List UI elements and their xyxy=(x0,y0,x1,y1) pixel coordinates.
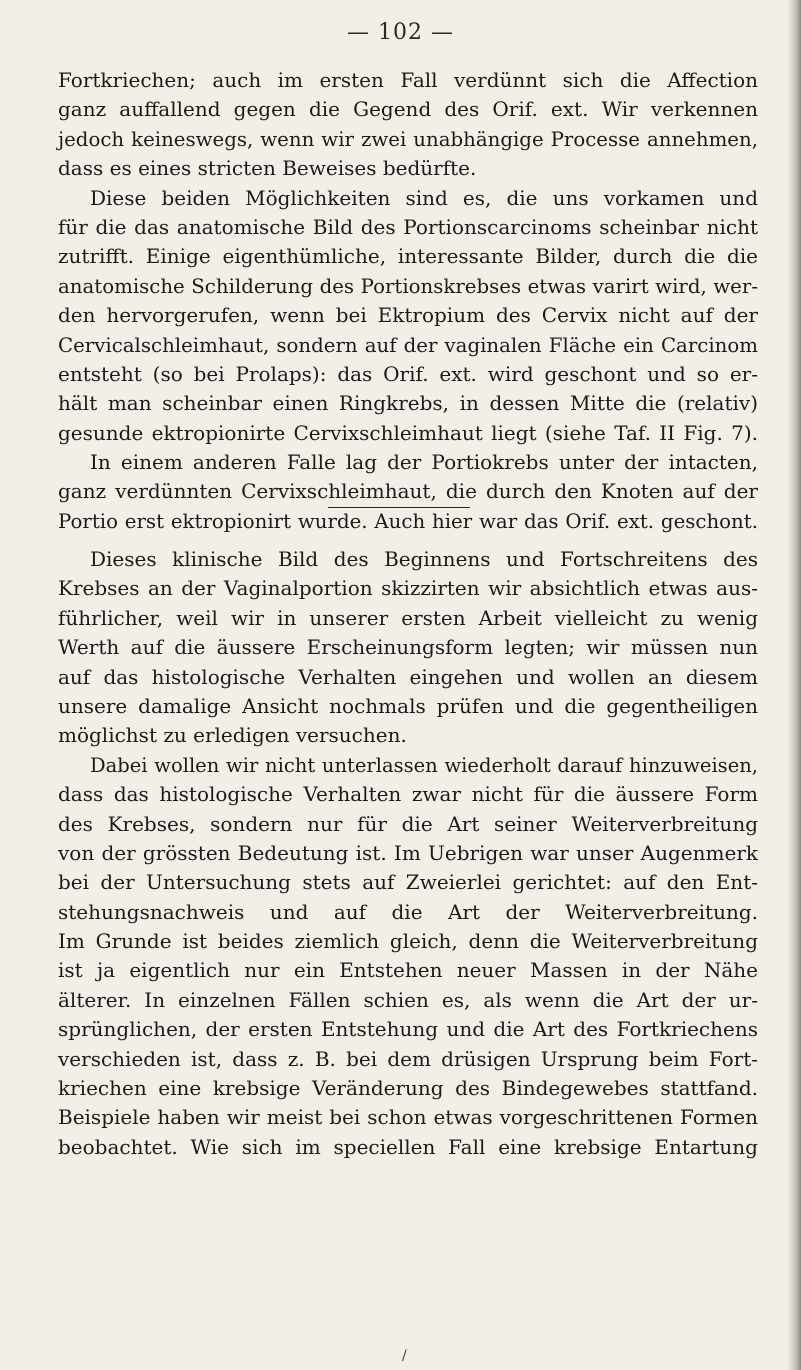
text-line: anatomische Schilderung des Portionskrebses etwas varirt wird, wer- xyxy=(58,274,758,298)
text-line: Fortkriechen; auch im ersten Fall verdünnt sich die Affection xyxy=(58,68,758,92)
text-line: dass das histologische Verhalten zwar nicht für die äussere Form xyxy=(58,782,758,807)
text-line: ganz auffallend gegen die Gegend des Orif. ext. Wir verkennen xyxy=(58,97,758,122)
text-line: führlicher, weil wir in unserer ersten Arbeit vielleicht zu wenig xyxy=(58,605,758,630)
text-line: entsteht (so bei Prolaps): das Orif. ext. wird geschont und so er- xyxy=(58,361,758,386)
text-line: Werth auf die äussere Erscheinungsform legten; wir müssen nun xyxy=(58,635,758,660)
page-edge-shadow xyxy=(787,0,801,1370)
text-line: jedoch keineswegs, wenn wir zwei unabhängige Processe annehmen, xyxy=(58,127,758,151)
text-line: dass es eines stricten Beweises bedürfte. xyxy=(58,156,477,181)
text-line: bei der Untersuchung stets auf Zweierlei gerichtet: auf den Ent- xyxy=(58,870,758,895)
text-line: älterer. In einzelnen Fällen schien es, als wenn die Art der ur- xyxy=(58,987,758,1012)
text-line: Im Grunde ist beides ziemlich gleich, denn die Weiterverbreitung xyxy=(58,929,758,954)
text-line: verschieden ist, dass z. B. bei dem drüsigen Ursprung beim Fort- xyxy=(58,1046,758,1071)
text-section-1 xyxy=(58,66,758,536)
text-line: Dabei wollen wir nicht unterlassen wiederholt darauf hinzuweisen, xyxy=(90,753,758,777)
text-line: möglichst zu erledigen versuchen. xyxy=(58,723,407,748)
text-line: gesunde ektropionirte Cervixschleimhaut liegt (siehe Taf. II Fig. 7). xyxy=(58,420,758,445)
text-line: sprünglichen, der ersten Entstehung und die Art des Fortkriechens xyxy=(58,1017,758,1042)
text-line: hält man scheinbar einen Ringkrebs, in dessen Mitte die (relativ) xyxy=(58,391,758,416)
text-line: Beispiele haben wir meist bei schon etwas vorgeschrittenen Formen xyxy=(58,1105,758,1130)
text-line: Diese beiden Möglichkeiten sind es, die uns vorkamen und xyxy=(90,185,758,210)
text-line: kriechen eine krebsige Veränderung des Bindegewebes stattfand. xyxy=(58,1076,758,1101)
text-line: ist ja eigentlich nur ein Entstehen neuer Massen in der Nähe xyxy=(58,958,758,983)
text-line: von der grössten Bedeutung ist. Im Uebrigen war unser Augenmerk xyxy=(58,840,758,865)
text-line: beobachtet. Wie sich im speciellen Fall eine krebsige Entartung xyxy=(58,1134,758,1159)
page-number: — 102 — xyxy=(347,20,454,45)
text-line: Cervicalschleimhaut, sondern auf der vaginalen Fläche ein Carcinom xyxy=(58,333,758,357)
text-line: unsere damalige Ansicht nochmals prüfen und die gegentheiligen xyxy=(58,693,758,718)
text-line: zutrifft. Einige eigenthümliche, interessante Bilder, durch die die xyxy=(58,244,758,269)
section-divider-rule xyxy=(328,507,470,508)
stray-ink-mark: / xyxy=(402,1348,407,1364)
text-line: Krebses an der Vaginalportion skizzirten wir absichtlich etwas aus- xyxy=(58,576,758,601)
text-line: ganz verdünnten Cervixschleimhaut, die durch den Knoten auf der xyxy=(58,479,758,504)
text-line: Dieses klinische Bild des Beginnens und Fortschreitens des xyxy=(90,547,758,571)
text-line: auf das histologische Verhalten eingehen und wollen an diesem xyxy=(58,664,758,689)
text-section-2 xyxy=(58,545,758,1162)
text-line: Portio erst ektropionirt wurde. Auch hier war das Orif. ext. geschont. xyxy=(58,509,758,533)
text-line: stehungsnachweis und auf die Art der Weiterverbreitung. xyxy=(58,899,758,924)
text-line: für die das anatomische Bild des Portionscarcinoms scheinbar nicht xyxy=(58,214,758,239)
text-line: In einem anderen Falle lag der Portiokrebs unter der intacten, xyxy=(90,450,758,475)
text-line: des Krebses, sondern nur für die Art seiner Weiterverbreitung xyxy=(58,811,758,836)
text-line: den hervorgerufen, wenn bei Ektropium des Cervix nicht auf der xyxy=(58,303,758,328)
